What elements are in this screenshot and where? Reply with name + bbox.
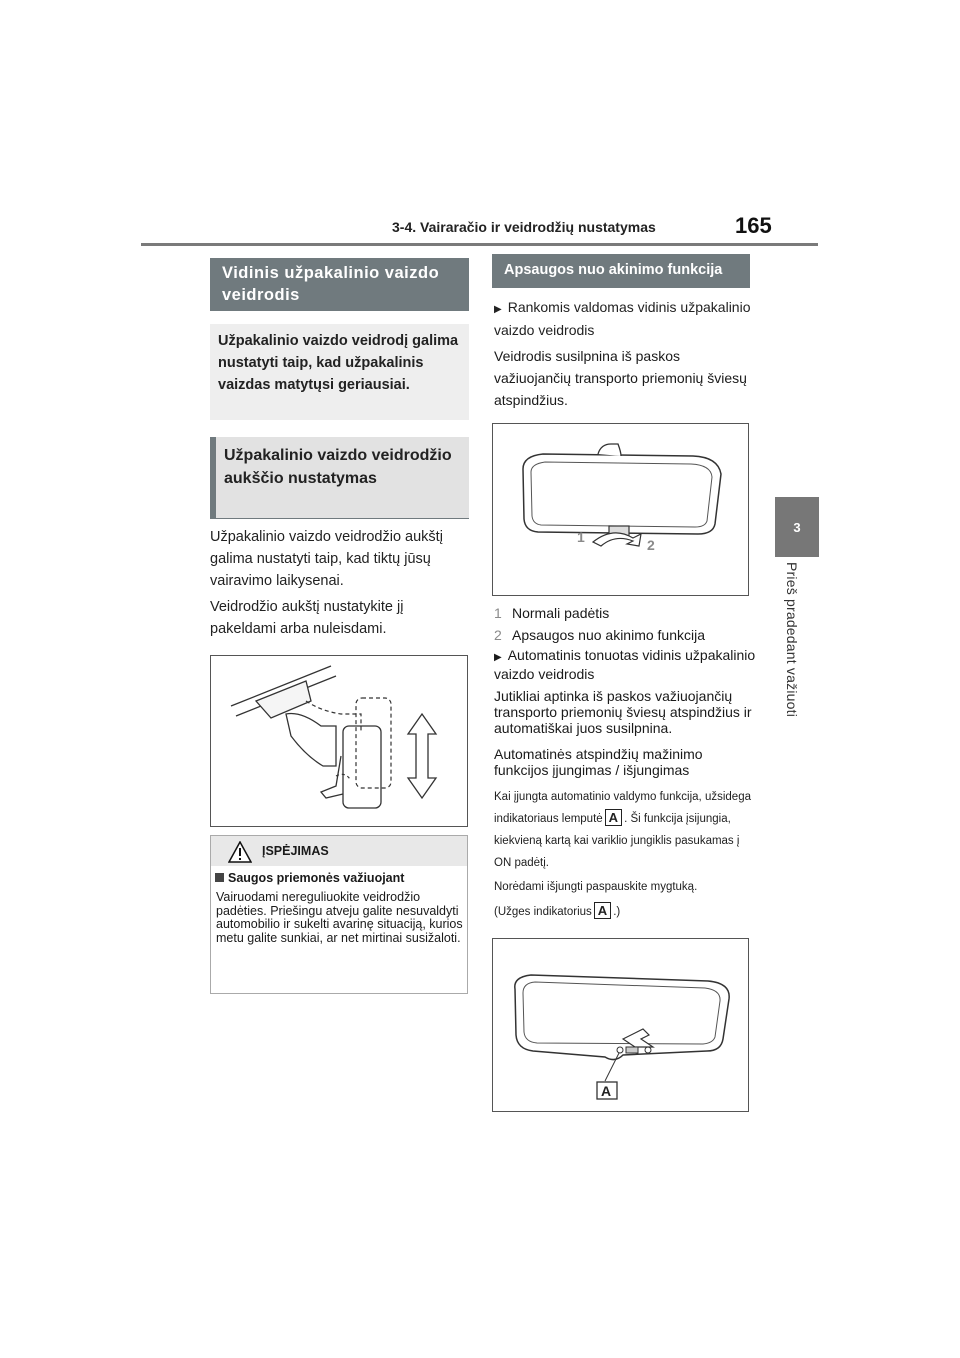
legend-number: 1 <box>494 605 502 621</box>
small-note-text: .) <box>613 906 621 918</box>
paragraph: Veidrodis susilpnina iš paskos važiuojančių transporto priemonių šviesų atspindžius. <box>494 348 747 408</box>
warning-header <box>211 836 467 866</box>
paragraph: Veidrodžio aukštį nustatykite jį pakeldami arba nuleisdami. <box>210 599 404 637</box>
legend-text: Apsaugos nuo akinimo funkcija <box>512 627 706 643</box>
legend-item <box>494 602 705 624</box>
intro-box: Užpakalinio vaizdo veidrodį galima nustatyti taip, kad užpakalinis vaizdas matytųsi geriausiai. <box>210 324 469 420</box>
bullet-text: Rankomis valdomas vidinis užpakalinio vaizdo veidrodis <box>494 299 751 338</box>
paragraph: Automatinės atspindžių mažinimo funkcijos įjungimas / išjungimas <box>494 746 703 778</box>
small-note-text: Kai įjungta automatinio valdymo funkcija, užsidega indikatoriaus lemputė <box>494 791 751 825</box>
small-note: Norėdami išjungti paspauskite mygtuką. <box>494 881 698 893</box>
indicator-label-a: A <box>605 809 622 826</box>
mirror-height-illustration <box>210 655 468 827</box>
legend-number: 2 <box>494 627 502 643</box>
bullet-item <box>494 297 756 341</box>
auto-mirror-illustration <box>492 938 749 1112</box>
subsection-heading-text: Užpakalinio vaizdo veidrodžio aukščio nustatymas <box>224 447 452 487</box>
bullet-text: Automatinis tonuotas vidinis užpakalinio vaizdo veidrodis <box>494 647 756 682</box>
figure-label-2: 2 <box>647 537 655 553</box>
triangle-bullet-icon: ▶ <box>494 304 502 315</box>
small-note <box>494 901 756 923</box>
manual-mirror-drawing <box>493 424 748 595</box>
bullet-item <box>494 647 756 682</box>
anti-glare-heading: Apsaugos nuo akinimo funkcija <box>492 254 750 288</box>
section-title: 3-4. Vairaračio ir veidrodžių nustatymas <box>392 219 656 235</box>
square-bullet-icon <box>215 873 224 882</box>
warning-subtitle <box>215 871 404 885</box>
warning-box <box>210 835 468 994</box>
figure-label-1: 1 <box>577 529 585 545</box>
subsection-heading <box>210 437 469 519</box>
chapter-tab <box>775 497 819 557</box>
indicator-label-a: A <box>594 902 611 919</box>
auto-mirror-drawing <box>493 939 748 1111</box>
mirror-height-drawing <box>211 656 467 826</box>
header-divider <box>141 243 818 246</box>
small-note-text: (Užges indikatorius <box>494 906 592 918</box>
chapter-label <box>774 562 820 762</box>
warning-text: Vairuodami nereguliuokite veidrodžio padėties. Priešingu atveju galite nesuvaldyti automobilio ir sukelti avarinę situaciją, kurios metu galite sunkiai, ar net mirtinai susižaloti. <box>216 890 463 945</box>
manual-mirror-illustration <box>492 423 749 596</box>
section-heading: Vidinis užpakalinio vaizdo veidrodis <box>210 258 469 311</box>
warning-title: ĮSPĖJIMAS <box>262 844 329 858</box>
callout-label-a: A <box>601 1083 612 1099</box>
page-number: 165 <box>735 213 772 238</box>
paragraph: Jutikliai aptinka iš paskos važiuojančių transporto priemonių šviesų atspindžius ir automatiškai juos susilpnina. <box>494 688 752 736</box>
figure-legend <box>494 602 705 646</box>
chapter-label-text: Prieš pradedant važiuoti <box>784 562 800 717</box>
small-note-text: . Ši funkcija įsijungia, kiekvieną kartą kai variklio jungiklis pasukamas į ON padėtį. <box>494 813 740 869</box>
small-note <box>494 786 756 874</box>
chapter-number: 3 <box>793 519 801 535</box>
paragraph: Užpakalinio vaizdo veidrodžio aukštį galima nustatyti taip, kad tiktų jūsų vairavimo laikysenai. <box>210 529 443 589</box>
warning-subtitle-text: Saugos priemonės važiuojant <box>228 871 405 885</box>
warning-icon <box>228 841 252 863</box>
triangle-bullet-icon: ▶ <box>494 652 502 663</box>
legend-item <box>494 624 705 646</box>
legend-text: Normali padėtis <box>512 605 610 621</box>
